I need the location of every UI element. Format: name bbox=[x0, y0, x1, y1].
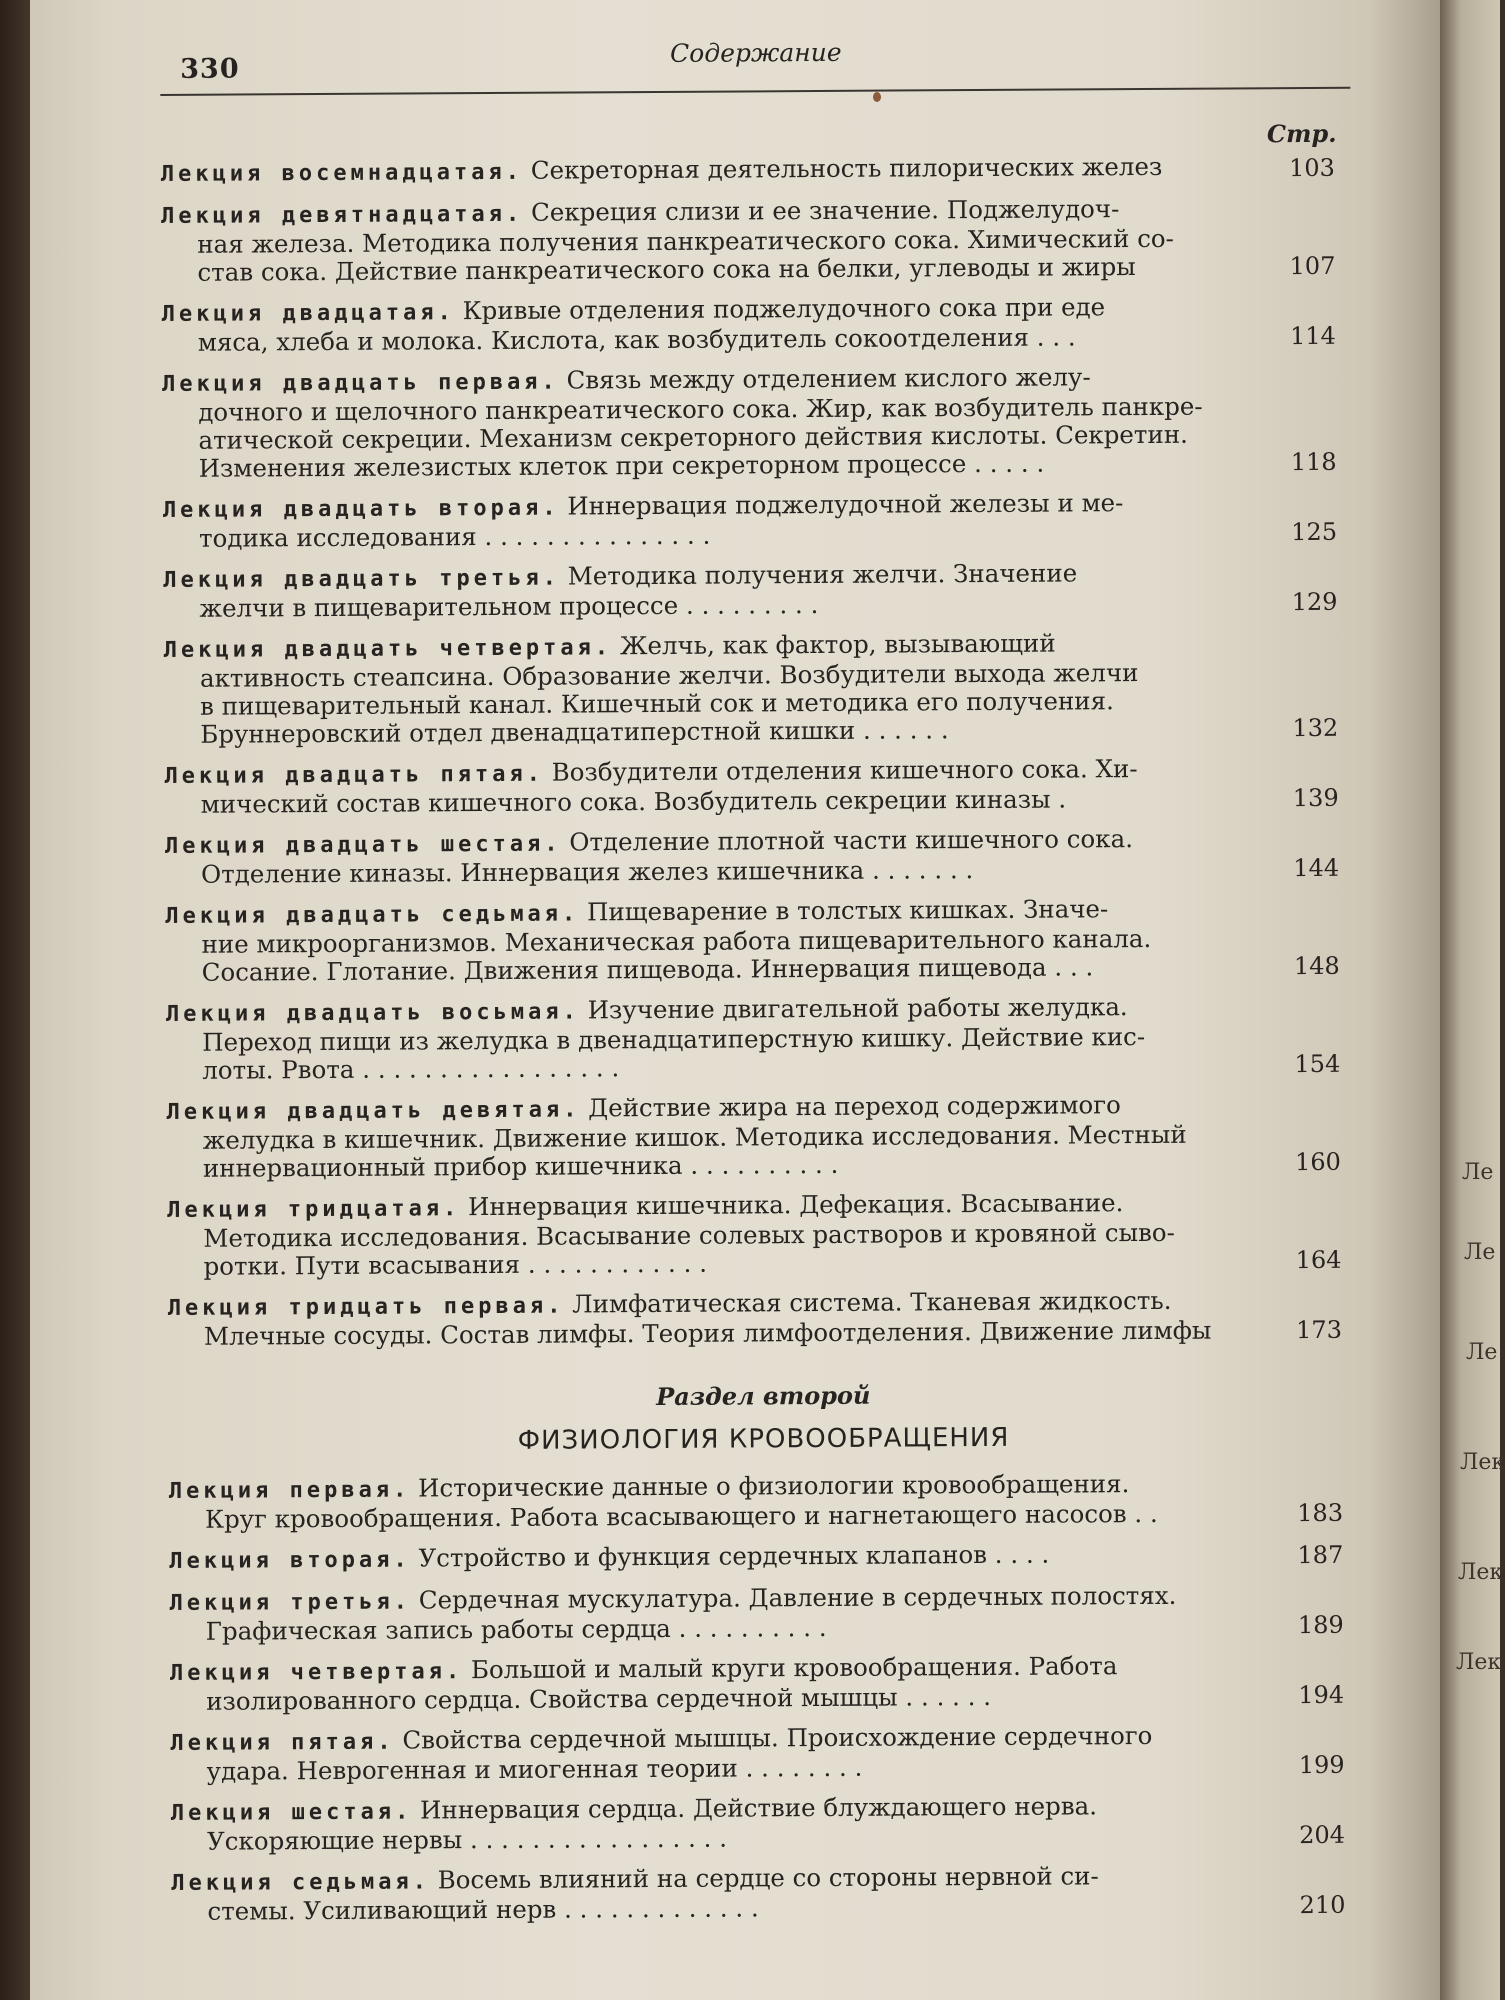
toc-entry-line-text: лоты. Рвота . . . . . . . . . . . . . . . . . bbox=[202, 1053, 620, 1085]
toc-entry-line-text: Иннервация сердца. Действие блуждающего нерва. bbox=[419, 1791, 1098, 1825]
toc-entry-line-text: мический состав кишечного сока. Возбудитель секреции киназы . bbox=[200, 784, 1067, 819]
toc-entry-line-text: дочного и щелочного панкреатического сока. Жир, как возбудитель панкре- bbox=[198, 391, 1203, 427]
toc-entry-text bbox=[166, 1091, 1217, 1183]
running-title: Содержание bbox=[670, 37, 842, 68]
toc-entry-line bbox=[171, 1792, 1221, 1828]
toc-entry-line-text: Возбудители отделения кишечного сока. Хи- bbox=[551, 754, 1138, 787]
toc-page-number: 204 bbox=[1299, 1820, 1346, 1850]
toc-entry-line-text: Сердечная мускулатура. Давление в сердечных полостях. bbox=[418, 1580, 1177, 1615]
toc-entry-text bbox=[165, 895, 1216, 987]
toc-entry-text bbox=[164, 755, 1214, 819]
toc-entry-text bbox=[161, 195, 1212, 287]
toc-entry-line bbox=[165, 785, 1215, 819]
toc-page-number: 210 bbox=[1299, 1890, 1346, 1920]
lecture-label: Лекция седьмая. bbox=[171, 1869, 431, 1896]
toc-entry-text bbox=[164, 629, 1215, 749]
toc-entry-line bbox=[161, 153, 1211, 189]
toc-entry-line-text: мяса, хлеба и молока. Кислота, как возбудитель сокоотделения . . . bbox=[197, 322, 1076, 357]
lecture-label: Лекция четвертая. bbox=[169, 1659, 464, 1686]
toc-entry-line bbox=[166, 953, 1216, 987]
toc-entry-line-text: Секреция слизи и ее значение. Поджелудоч- bbox=[530, 194, 1120, 227]
toc-page-number: 129 bbox=[1291, 587, 1338, 617]
toc-entry-text bbox=[162, 363, 1213, 483]
toc-entry-text bbox=[162, 293, 1212, 357]
toc-entry-line-text: тодика исследования . . . . . . . . . . . . . . . bbox=[198, 520, 711, 553]
toc-part-two bbox=[169, 1469, 1362, 1926]
toc-page-number: 114 bbox=[1289, 321, 1336, 351]
toc-entry-line-text: ная железа. Методика получения панкреатического сока. Химический со- bbox=[197, 223, 1174, 259]
toc-page-number: 132 bbox=[1292, 713, 1339, 743]
toc-entry-line-text: Кривые отделения поджелудочного сока при еде bbox=[462, 292, 1106, 326]
section-title: ФИЗИОЛОГИЯ КРОВООБРАЩЕНИЯ bbox=[517, 1422, 1010, 1456]
toc-entry-line-text: Методика исследования. Всасывание солевых растворов и кровяной сыво- bbox=[203, 1217, 1175, 1253]
toc-entry-line-text: Сосание. Глотание. Движения пищевода. Иннервация пищевода . . . bbox=[201, 952, 1094, 987]
toc-entry-line bbox=[163, 589, 1213, 623]
toc-entry-line bbox=[171, 1862, 1221, 1898]
toc-page-number: 160 bbox=[1295, 1147, 1341, 1177]
toc-entry-line-text: иннервационный прибор кишечника . . . . . . . . . . bbox=[202, 1149, 839, 1183]
toc-part-one bbox=[161, 152, 1358, 1351]
toc-entry-line bbox=[161, 253, 1211, 287]
toc-entry-line-text: желудка в кишечник. Движение кишок. Методика исследования. Местный bbox=[202, 1119, 1187, 1155]
toc-entry bbox=[162, 292, 1352, 357]
adjacent-page-fragment: Ле bbox=[1466, 1340, 1498, 1365]
lecture-label: Лекция двадцать третья. bbox=[163, 565, 561, 593]
toc-entry-line-text: Переход пищи из желудка в двенадцатиперстную кишку. Действие кис- bbox=[202, 1022, 1146, 1057]
section-subtitle: Раздел второй bbox=[656, 1380, 871, 1411]
toc-entry-line-text: удара. Неврогенная и миогенная теории . . . . . . . . bbox=[206, 1752, 863, 1786]
toc-page-number: 183 bbox=[1297, 1498, 1344, 1528]
toc-entry-line bbox=[169, 1500, 1219, 1534]
toc-entry-line-text: Отделение киназы. Иннервация желез кишечника . . . . . . . bbox=[201, 855, 974, 889]
toc-entry bbox=[169, 1539, 1359, 1576]
toc-entry-line-text: Ускоряющие нервы . . . . . . . . . . . . . . . . . bbox=[206, 1823, 728, 1856]
toc-entry bbox=[167, 1188, 1358, 1281]
lecture-label: Лекция двадцать восьмая. bbox=[165, 999, 580, 1027]
toc-entry bbox=[166, 1090, 1357, 1183]
toc-entry bbox=[166, 992, 1357, 1085]
toc-page-number: 154 bbox=[1294, 1049, 1341, 1079]
lecture-label: Лекция шестая. bbox=[170, 1799, 413, 1826]
toc-entry-line-text: Желчь, как фактор, вызывающий bbox=[619, 628, 1056, 661]
adjacent-page-fragment: Ле bbox=[1462, 1160, 1494, 1185]
toc-entry-line bbox=[169, 1582, 1219, 1618]
toc-entry-text bbox=[166, 993, 1217, 1085]
toc-page-number: 173 bbox=[1296, 1315, 1343, 1345]
toc-entry-line-text: став сока. Действие панкреатического сока на белки, углеводы и жиры bbox=[197, 252, 1136, 287]
toc-entry-line bbox=[170, 1722, 1220, 1758]
lecture-label: Лекция двадцать первая. bbox=[162, 369, 559, 397]
toc-entry-line bbox=[171, 1892, 1221, 1926]
toc-entry-line-text: ние микроорганизмов. Механическая работа пищеварительного канала. bbox=[201, 923, 1152, 959]
lecture-label: Лекция двадцать вторая. bbox=[162, 495, 560, 523]
toc-page-number: 107 bbox=[1289, 251, 1336, 281]
toc-entry bbox=[168, 1286, 1358, 1351]
toc-entry-line bbox=[164, 715, 1214, 749]
toc-page-number: 164 bbox=[1295, 1245, 1342, 1275]
toc-entry-line-text: Млечные сосуды. Состав лимфы. Теория лимфоотделения. Движение лимфы bbox=[203, 1315, 1212, 1351]
toc-entry bbox=[170, 1651, 1360, 1716]
toc-page-number: 187 bbox=[1297, 1540, 1344, 1570]
table-of-contents bbox=[160, 29, 1362, 1938]
toc-entry-line-text: Иннервация кишечника. Дефекация. Всасывание. bbox=[468, 1188, 1124, 1222]
lecture-label: Лекция двадцать седьмая. bbox=[165, 901, 580, 929]
toc-entry bbox=[162, 362, 1353, 483]
toc-entry-line-text: Восемь влияний на сердце со стороны нервной си- bbox=[437, 1861, 1099, 1895]
lecture-label: Лекция вторая. bbox=[169, 1547, 411, 1574]
toc-entry-text bbox=[163, 559, 1213, 623]
toc-page-number: 139 bbox=[1292, 783, 1339, 813]
lecture-label: Лекция девятнадцатая. bbox=[161, 201, 524, 229]
lecture-label: Лекция двадцать шестая. bbox=[164, 831, 562, 859]
toc-entry-line bbox=[167, 1247, 1217, 1281]
toc-entry bbox=[161, 152, 1351, 189]
toc-entry-line bbox=[166, 1051, 1216, 1085]
toc-entry-line bbox=[165, 825, 1215, 861]
toc-entry-line bbox=[165, 855, 1215, 889]
toc-entry-text bbox=[169, 1582, 1219, 1646]
toc-entry-line-text: Пищеварение в толстых кишках. Значе- bbox=[586, 894, 1109, 927]
toc-entry-line bbox=[170, 1682, 1220, 1716]
toc-entry-line-text: Изменения железистых клеток при секреторном процессе . . . . . bbox=[198, 448, 1045, 483]
toc-entry bbox=[163, 558, 1353, 623]
lecture-label: Лекция пятая. bbox=[170, 1729, 395, 1756]
toc-entry-line-text: активность стеапсина. Образование желчи. Возбудители выхода желчи bbox=[199, 658, 1139, 693]
lecture-label: Лекция тридцатая. bbox=[167, 1196, 461, 1223]
toc-entry-line-text: Иннервация поджелудочной железы и ме- bbox=[567, 488, 1124, 521]
adjacent-page-fragment: Лек bbox=[1458, 1560, 1504, 1585]
toc-entry bbox=[170, 1721, 1360, 1786]
lecture-label: Лекция восемнадцатая. bbox=[160, 159, 524, 187]
toc-entry-line-text: Исторические данные о физиологии кровообращения. bbox=[418, 1469, 1130, 1503]
toc-entry-line bbox=[169, 1540, 1219, 1576]
lecture-label: Лекция двадцать пятая. bbox=[164, 761, 544, 789]
toc-entry-line bbox=[171, 1822, 1221, 1856]
toc-entry-line bbox=[168, 1317, 1218, 1351]
lecture-label: Лекция двадцатая. bbox=[161, 300, 455, 327]
toc-page-number: 189 bbox=[1297, 1610, 1344, 1640]
toc-entry-line-text: Лимфатическая система. Тканевая жидкость. bbox=[572, 1285, 1172, 1319]
toc-entry-text bbox=[168, 1287, 1218, 1351]
toc-page-number: 118 bbox=[1290, 447, 1337, 477]
toc-entry-line-text: ротки. Пути всасывания . . . . . . . . . . . . bbox=[203, 1248, 708, 1281]
page-header bbox=[160, 29, 1350, 96]
toc-entry-line bbox=[163, 559, 1213, 595]
adjacent-page-fragment: Лек bbox=[1460, 1450, 1505, 1475]
toc-page-number: 125 bbox=[1291, 517, 1338, 547]
toc-entry-line-text: атической секреции. Механизм секреторного действия кислоты. Секретин. bbox=[198, 419, 1188, 455]
page-column-heading: Стр. bbox=[1266, 118, 1337, 149]
toc-entry-text bbox=[163, 489, 1213, 553]
toc-entry-line bbox=[163, 519, 1213, 553]
toc-entry-line-text: Графическая запись работы сердца . . . . . . . . . . bbox=[205, 1612, 827, 1646]
adjacent-page-fragment: Лек bbox=[1456, 1650, 1502, 1675]
toc-entry bbox=[171, 1791, 1361, 1856]
toc-entry-line-text: Действие жира на переход содержимого bbox=[588, 1090, 1121, 1123]
toc-entry-text bbox=[169, 1540, 1219, 1576]
toc-entry-line-text: Круг кровообращения. Работа всасывающего и нагнетающего насосов . . bbox=[204, 1498, 1158, 1534]
lecture-label: Лекция третья. bbox=[169, 1589, 412, 1616]
adjacent-page-edge bbox=[1440, 0, 1505, 2000]
toc-entry-line-text: Связь между отделением кислого желу- bbox=[566, 362, 1091, 395]
toc-entry-text bbox=[167, 1189, 1218, 1281]
toc-entry-text bbox=[171, 1792, 1221, 1856]
toc-entry-line-text: Секреторная деятельность пилорических желез bbox=[530, 151, 1163, 185]
toc-page-number: 148 bbox=[1293, 951, 1340, 981]
toc-entry-line bbox=[163, 489, 1213, 525]
toc-entry-line bbox=[170, 1652, 1220, 1688]
toc-entry bbox=[171, 1861, 1361, 1926]
toc-entry-line-text: изолированного сердца. Свойства сердечной мышцы . . . . . . bbox=[206, 1681, 992, 1716]
toc-page-number: 194 bbox=[1298, 1680, 1345, 1710]
toc-entry-text bbox=[170, 1722, 1220, 1786]
toc-entry-line-text: Отделение плотной части кишечного сока. bbox=[569, 824, 1134, 857]
toc-entry-line bbox=[167, 1149, 1217, 1183]
toc-entry-text bbox=[169, 1470, 1219, 1534]
toc-entry bbox=[161, 194, 1352, 287]
toc-entry-line-text: в пищеварительный канал. Кишечный сок и методика его получения. bbox=[200, 686, 1114, 721]
toc-entry-line-text: Свойства сердечной мышцы. Происхождение сердечного bbox=[402, 1720, 1153, 1755]
toc-page-number: 103 bbox=[1288, 153, 1335, 183]
toc-entry-text bbox=[171, 1862, 1221, 1926]
toc-entry bbox=[169, 1581, 1359, 1646]
lecture-label: Лекция первая. bbox=[168, 1477, 411, 1504]
toc-entry-line bbox=[163, 449, 1213, 483]
toc-entry-text bbox=[170, 1652, 1220, 1716]
lecture-label: Лекция двадцать четвертая. bbox=[163, 635, 613, 663]
toc-entry bbox=[164, 754, 1354, 819]
toc-entry bbox=[164, 628, 1355, 749]
toc-entry-line-text: Методика получения желчи. Значение bbox=[567, 558, 1078, 591]
toc-entry-line-text: Большой и малый круги кровообращения. Работа bbox=[470, 1651, 1118, 1685]
toc-entry bbox=[165, 894, 1356, 987]
toc-entry-line bbox=[170, 1612, 1220, 1646]
toc-entry-text bbox=[165, 825, 1215, 889]
toc-entry-line bbox=[171, 1752, 1221, 1786]
toc-entry-line bbox=[162, 323, 1212, 357]
toc-entry-line-text: Изучение двигательной работы желудка. bbox=[587, 992, 1128, 1025]
toc-entry bbox=[163, 488, 1353, 553]
adjacent-page-fragment: Ле bbox=[1464, 1240, 1496, 1265]
toc-entry bbox=[169, 1469, 1359, 1534]
toc-entry-line-text: стемы. Усиливающий нерв . . . . . . . . . . . . . bbox=[207, 1893, 759, 1926]
lecture-label: Лекция тридцать первая. bbox=[167, 1293, 565, 1321]
toc-page-number: 144 bbox=[1293, 853, 1340, 883]
toc-page-number: 199 bbox=[1298, 1750, 1345, 1780]
toc-entry-line-text: Бруннеровский отдел двенадцатиперстной кишки . . . . . . bbox=[200, 715, 949, 749]
lecture-label: Лекция двадцать девятая. bbox=[166, 1097, 581, 1125]
toc-entry-line-text: Устройство и функция сердечных клапанов . . . . bbox=[418, 1539, 1050, 1573]
toc-entry bbox=[165, 824, 1355, 889]
page-number: 330 bbox=[180, 53, 240, 85]
toc-entry-text bbox=[161, 153, 1211, 189]
toc-entry-line-text: желчи в пищеварительном процессе . . . . . . . . . bbox=[199, 589, 819, 623]
